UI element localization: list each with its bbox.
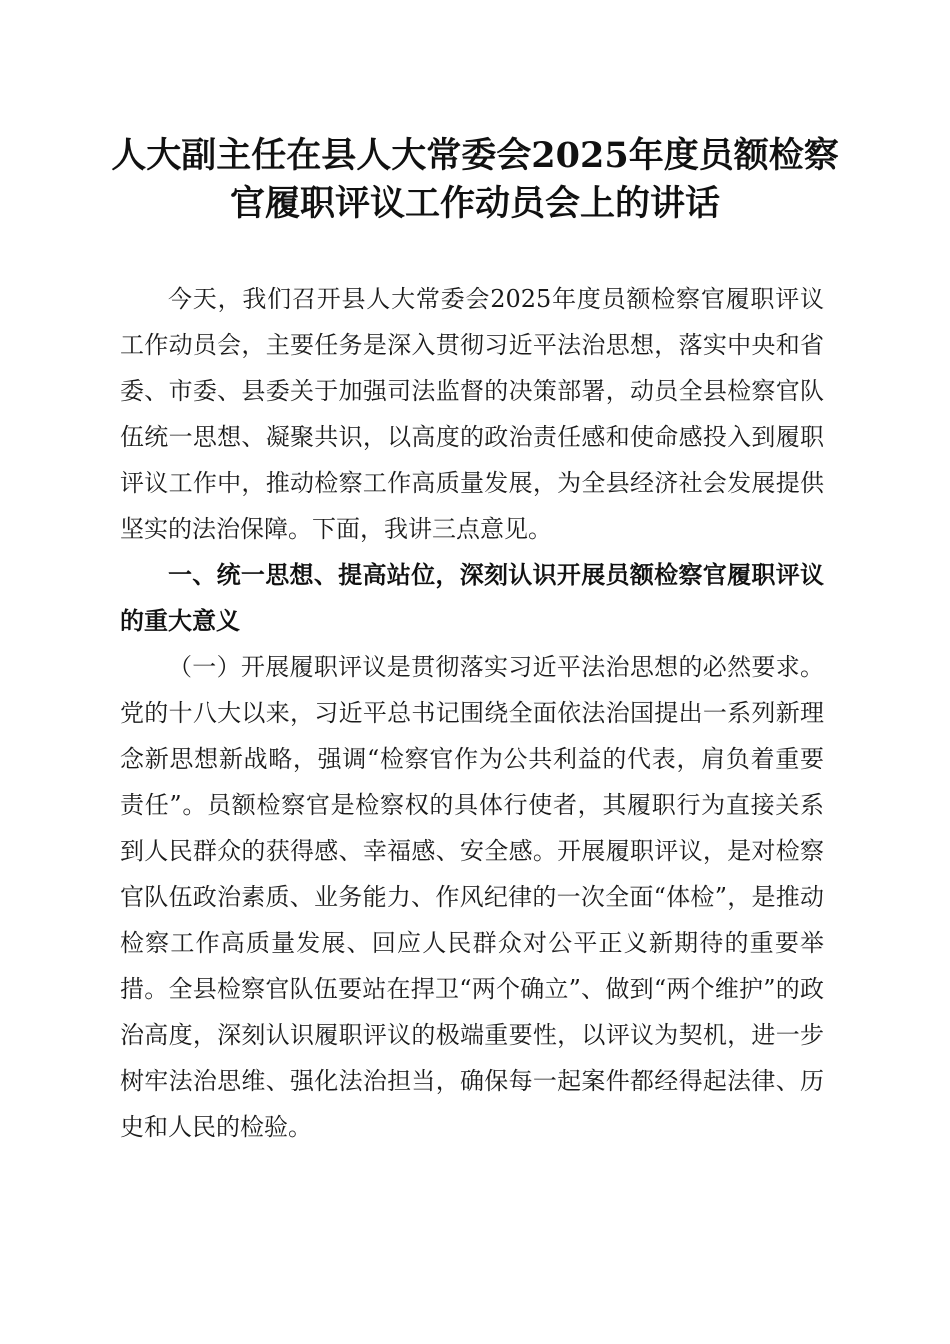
intro-paragraph: 今天，我们召开县人大常委会2025年度员额检察官履职评议工作动员会，主要任务是深入贯彻习近平法治思想，落实中央和省委、市委、县委关于加强司法监督的决策部署，动员全县检察官队伍统一思想、凝聚共识，以高度的政治责任感和使命感投入到履职评议工作中，推动检察工作高质量发展，为全县经济社会发展提供坚实的法治保障。下面，我讲三点意见。 — [120, 285, 824, 543]
document-title: 人大副主任在县人大常委会2025年度员额检察官履职评议工作动员会上的讲话 — [111, 135, 839, 224]
subsection-paragraph-1: （一）开展履职评议是贯彻落实习近平法治思想的必然要求。党的十八大以来，习近平总书记围绕全面依法治国提出一系列新理念新思想新战略，强调“检察官作为公共利益的代表，肩负着重要责任”。员额检察官是检察权的具体行使者，其履职行为直接关系到人民群众的获得感、幸福感、安全感。开展履职评议，是对检察官队伍政治素质、业务能力、作风纪律的一次全面“体检”，是推动检察工作高质量发展、回应人民群众对公平正义新期待的重要举措。全县检察官队伍要站在捍卫“两个确立”、做到“两个维护”的政治高度，深刻认识履职评议的极端重要性，以评议为契机，进一步树牢法治思维、强化法治担当，确保每一起案件都经得起法律、历史和人民的检验。 — [120, 653, 824, 1141]
section-heading-1: 一、统一思想、提高站位，深刻认识开展员额检察官履职评议的重大意义 — [120, 561, 824, 635]
document-body — [120, 276, 824, 1150]
